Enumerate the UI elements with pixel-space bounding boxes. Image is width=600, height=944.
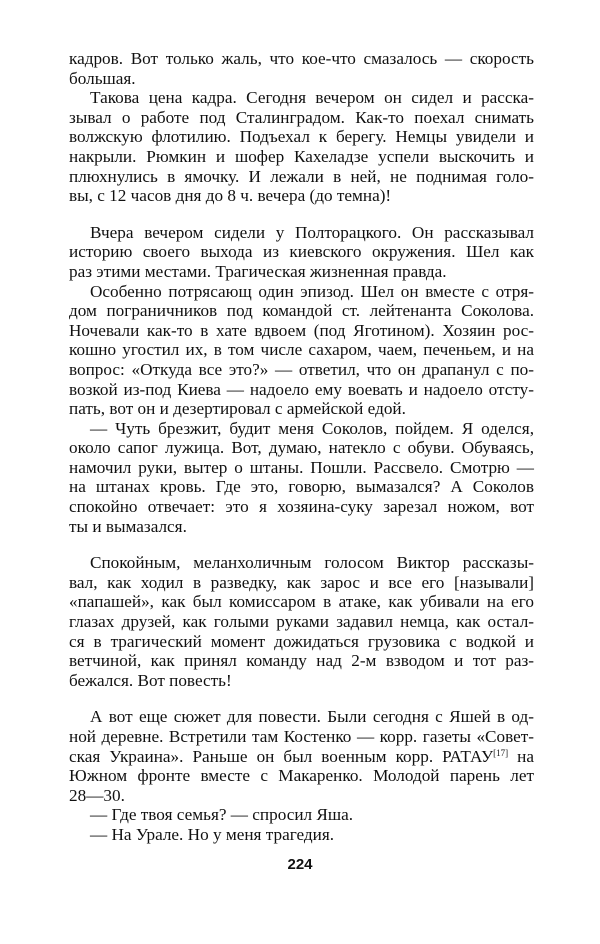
text-line: Спокойным, меланхоличным голосом Виктор рассказы-	[90, 553, 534, 573]
text-line: ты и вымазался.	[69, 516, 187, 536]
paragraph-dialogue-question	[69, 805, 534, 825]
text-line: около сапог лужица. Вот, думаю, натекло с обуви. Обуваясь,	[69, 438, 534, 458]
text-line: ной деревне. Встретили там Костенко — корр. газеты «Совет-	[69, 727, 534, 746]
text-line: А вот еще сюжет для повести. Были сегодня с Яшей в од-	[90, 707, 534, 727]
text-line: кадров. Вот только жаль, что кое-что смазалось — скорость	[69, 49, 534, 68]
text-line: Вчера вечером сидели у Полторацкого. Он рассказывал	[90, 222, 534, 242]
text-line: Южном фронте вместе с Макаренко. Молодой парень лет	[69, 766, 534, 786]
footnote-reference[interactable]: [17]	[493, 747, 509, 758]
text-line: вопрос: «Откуда все это?» — ответил, что он драпанул с по-	[69, 359, 534, 379]
text-line: большая.	[69, 68, 136, 88]
text-line: зывал о работе под Сталинградом. Как-то поехал снимать	[69, 107, 534, 127]
page-number: 224	[287, 856, 313, 873]
text-line-with-footnote	[69, 747, 534, 767]
paragraph-kostenko	[69, 707, 534, 805]
text-line: вы, с 12 часов дня до 8 ч. вечера (до темна)!	[69, 186, 392, 206]
paragraph-dialogue-answer	[69, 825, 534, 845]
text-line: плюхнулись в ямочку. И лежали в ней, не поднимая голо-	[69, 166, 534, 186]
text-line: раз этими местами. Трагическая жизненная правда.	[69, 261, 447, 281]
text-line: глазах друзей, как голыми руками задавил немца, как остал-	[69, 612, 534, 632]
paragraph-poltoratsky	[69, 223, 534, 282]
text-line: возкой из-под Киева — надоело ему воевать и надоело отсту-	[69, 379, 534, 399]
book-page-text	[69, 49, 534, 845]
text-line: «папашей», как был комиссаром в атаке, как убивали на его	[69, 592, 534, 612]
text-line: ветчиной, как принял команду над 2-м взводом и тот раз-	[69, 651, 534, 671]
text-segment: на	[517, 746, 534, 766]
text-line: бежался. Вот повесть!	[69, 670, 232, 690]
text-line: ся в трагический момент дожидаться грузовика с водкой и	[69, 631, 534, 651]
text-line: Ночевали как-то в хате вдвоем (под Яготином). Хозяин рос-	[69, 320, 534, 340]
text-line: — На Урале. Но у меня трагедия.	[90, 824, 335, 844]
text-line: дом пограничников под командой ст. лейтенанта Соколова.	[69, 301, 534, 321]
text-line: волжскую флотилию. Подъехал к берегу. Немцы увидели и	[69, 127, 534, 147]
text-line: пать, вот он и дезертировал с армейской едой.	[69, 399, 406, 419]
text-line: спокойно отвечает: это я хозяина-суку зарезал ножом, вот	[69, 497, 534, 517]
text-line: — Где твоя семья? — спросил Яша.	[90, 805, 354, 825]
text-line: накрыли. Рюмкин и шофер Кахеладзе успели выскочить и	[69, 146, 534, 166]
paragraph-cost-of-frame	[69, 88, 534, 206]
text-line: 28—30.	[69, 785, 125, 805]
text-line: Такова цена кадра. Сегодня вечером он сидел и расска-	[90, 88, 534, 108]
paragraph-dialogue-sokolov	[69, 419, 534, 537]
text-line: вал, как ходил в разведку, как зарос и все его [называли]	[69, 572, 534, 592]
text-line: Особенно потрясающ один эпизод. Шел он вместе с отря-	[90, 281, 534, 301]
text-line: намочил руки, вытер о штаны. Пошли. Рассвело. Смотрю —	[69, 457, 534, 477]
text-segment: ская Украина». Раньше он был военным корр. РАТАУ	[69, 746, 494, 766]
text-line: — Чуть брезжит, будит меня Соколов, пойдем. Я оделся,	[90, 418, 534, 438]
text-line: историю своего выхода из киевского окружения. Шел как	[69, 242, 534, 262]
paragraph-continuation	[69, 49, 534, 88]
paragraph-viktor	[69, 553, 534, 690]
text-line: кошно угостил их, в том числе сахаром, чаем, печеньем, и на	[69, 340, 534, 360]
paragraph-episode	[69, 282, 534, 419]
text-line: на штанах кровь. Где это, говорю, вымазался? А Соколов	[69, 477, 534, 497]
